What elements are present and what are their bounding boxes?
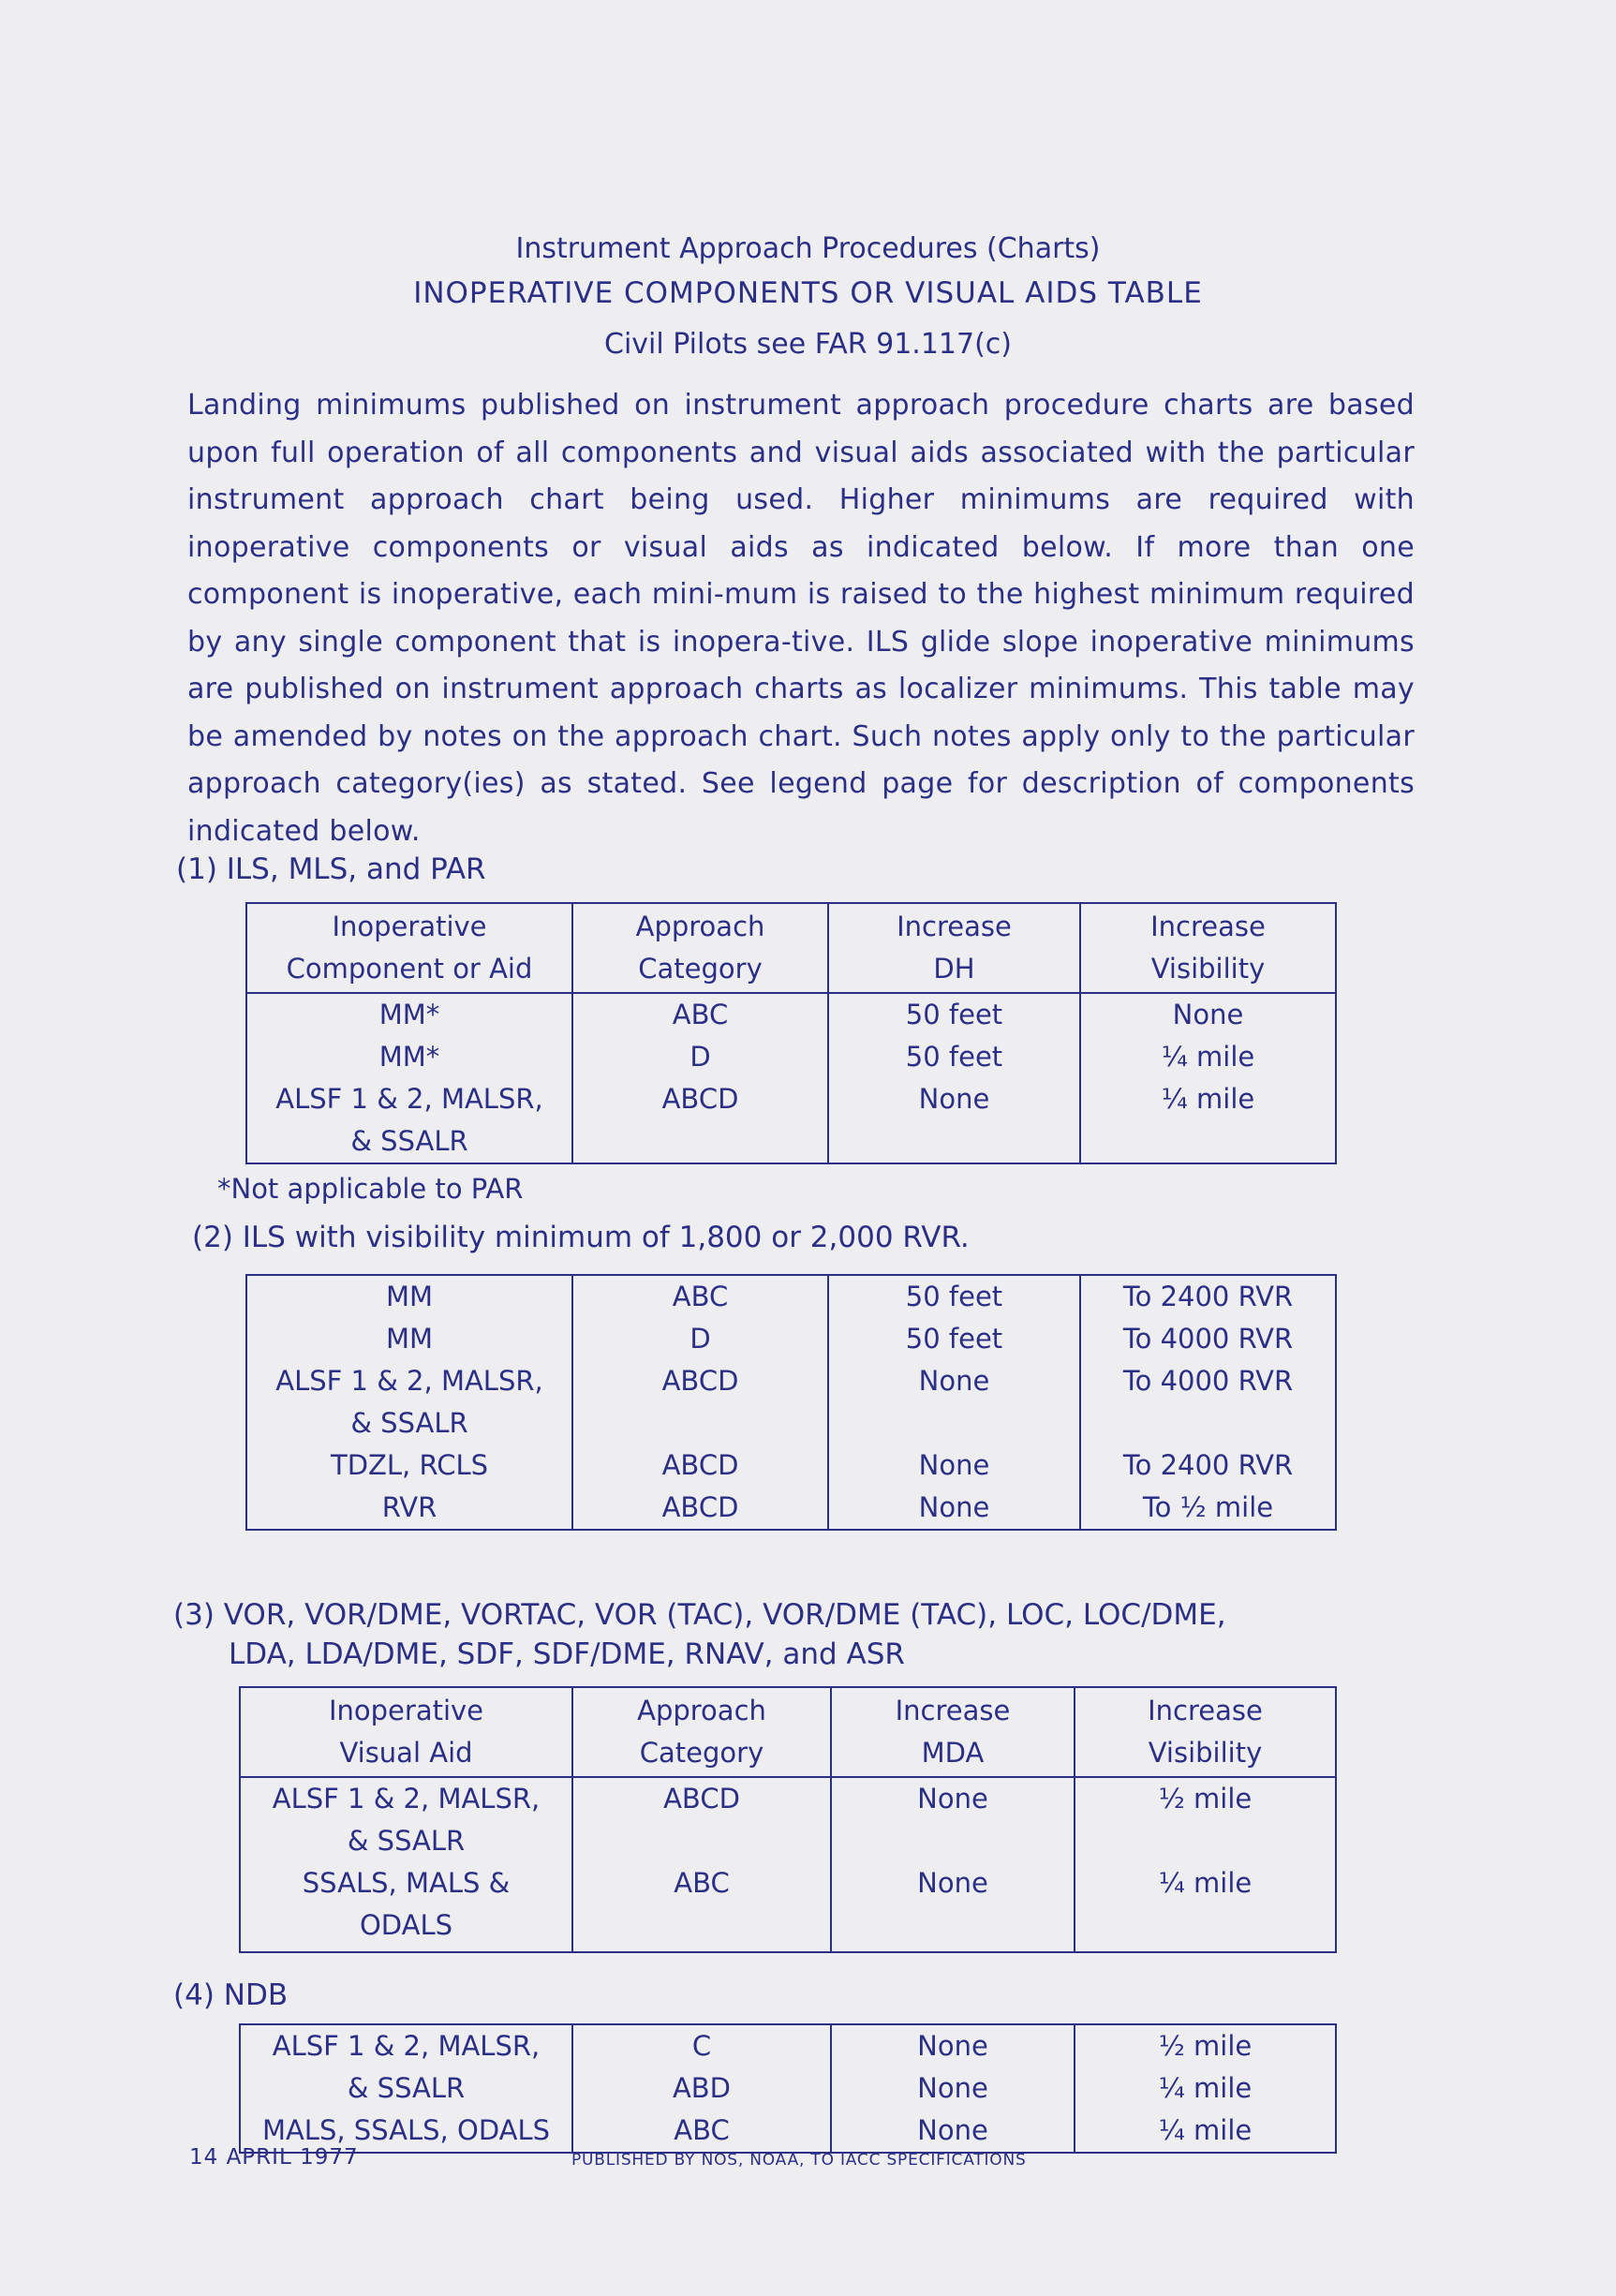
- table-row: [246, 1275, 1336, 1530]
- intro-paragraph: Landing minimums published on instrument approach procedure charts are based upon full operation of all components and visual aids associated with the particular instrument approach chart being used. Higher minimums are required with inoperative components or visual aids as indicated below. If more than one component is inoperative, each mini-mum is raised to the highest minimum required by any single component that is inopera-tive. ILS glide slope inoperative minimums are published on instrument approach charts as localizer minimums. This table may be amended by notes on the approach chart. Such notes apply only to the particular approach category(ies) as stated. See legend page for description of components indicated below.: [187, 389, 1415, 848]
- header-cell: Approach Category: [572, 1687, 831, 1777]
- table-cell: To 2400 RVR To 4000 RVR To 4000 RVR To 2400 RVR To ½ mile: [1080, 1275, 1336, 1530]
- header-cell: Increase Visibility: [1075, 1687, 1336, 1777]
- section-1-heading: (1) ILS, MLS, and PAR: [176, 852, 486, 886]
- section-4-table: [239, 2023, 1337, 2154]
- table-header-row: [240, 1687, 1336, 1777]
- section-2-table: [245, 1274, 1337, 1531]
- title-line-1: Instrument Approach Procedures (Charts): [515, 232, 1101, 265]
- table-cell: ALSF 1 & 2, MALSR, & SSALR SSALS, MALS & ODALS: [240, 1777, 572, 1952]
- table-cell: ABC D ABCD: [572, 993, 828, 1163]
- table-cell: MM MM ALSF 1 & 2, MALSR, & SSALR TDZL, RCLS RVR: [246, 1275, 572, 1530]
- table-row: [240, 1777, 1336, 1952]
- table-cell: None None None: [831, 2024, 1075, 2153]
- table-cell: 50 feet 50 feet None None None: [828, 1275, 1080, 1530]
- header-cell: Inoperative Component or Aid: [246, 903, 572, 993]
- footer-publisher: PUBLISHED BY NOS, NOAA, TO IACC SPECIFICATIONS: [571, 2151, 1027, 2170]
- section-2-heading: (2) ILS with visibility minimum of 1,800 or 2,000 RVR.: [192, 1221, 970, 1254]
- table-header-row: [246, 903, 1336, 993]
- table-cell: ABCD ABC: [572, 1777, 831, 1952]
- header-cell: Increase DH: [828, 903, 1080, 993]
- section-3-heading-line-1: (3) VOR, VOR/DME, VORTAC, VOR (TAC), VOR/DME (TAC), LOC, LOC/DME,: [173, 1598, 1226, 1632]
- table-cell: ½ mile ¼ mile: [1075, 1777, 1336, 1952]
- table-cell: 50 feet 50 feet None: [828, 993, 1080, 1163]
- section-1-table: [245, 902, 1337, 1164]
- table-cell: ABC D ABCD ABCD ABCD: [572, 1275, 828, 1530]
- table-cell: ½ mile ¼ mile ¼ mile: [1075, 2024, 1336, 2153]
- table-cell: ALSF 1 & 2, MALSR, & SSALR MALS, SSALS, ODALS: [240, 2024, 572, 2153]
- header-cell: Increase MDA: [831, 1687, 1075, 1777]
- table-cell: None ¼ mile ¼ mile: [1080, 993, 1336, 1163]
- title-line-3: Civil Pilots see FAR 91.117(c): [604, 328, 1012, 361]
- section-4-heading: (4) NDB: [173, 1978, 289, 2012]
- title-line-2: INOPERATIVE COMPONENTS OR VISUAL AIDS TABLE: [413, 276, 1203, 310]
- section-1-note: *Not applicable to PAR: [217, 1173, 524, 1205]
- section-3-table: [239, 1686, 1337, 1953]
- table-cell: None None: [831, 1777, 1075, 1952]
- header-cell: Increase Visibility: [1080, 903, 1336, 993]
- footer-date: 14 APRIL 1977: [189, 2145, 359, 2170]
- header-cell: Approach Category: [572, 903, 828, 993]
- table-row: [240, 2024, 1336, 2153]
- table-cell: C ABD ABC: [572, 2024, 831, 2153]
- table-row: [246, 993, 1336, 1163]
- table-cell: MM* MM* ALSF 1 & 2, MALSR, & SSALR: [246, 993, 572, 1163]
- section-3-heading-line-2: LDA, LDA/DME, SDF, SDF/DME, RNAV, and ASR: [229, 1637, 905, 1671]
- header-cell: Inoperative Visual Aid: [240, 1687, 572, 1777]
